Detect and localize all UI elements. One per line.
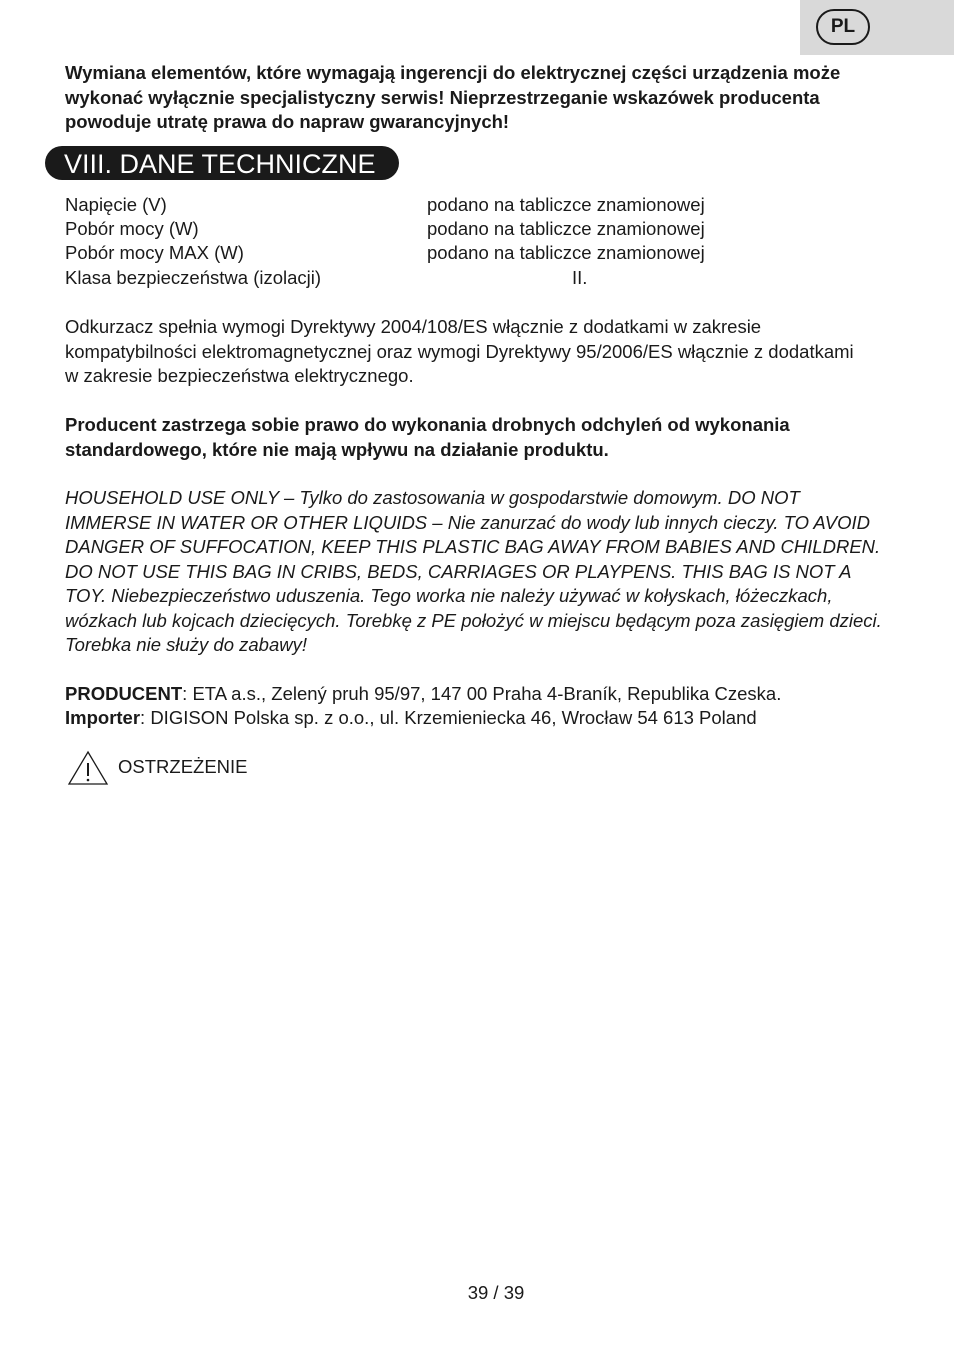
section-title: VIII. DANE TECHNICZNE <box>45 146 399 180</box>
spec-value-voltage: podano na tabliczce znamionowej <box>427 194 705 215</box>
producer-note: Producent zastrzega sobie prawo do wykonania drobnych odchyleń od wykonania standardowego, które nie mają wpływu na działanie produktu. <box>65 414 790 460</box>
importer-label: Importer <box>65 707 141 728</box>
importer-text: : DIGISON Polska sp. z o.o., ul. Krzemieniecka 46, Wrocław 54 613 Poland <box>140 707 757 728</box>
producent-text: : ETA a.s., Zelený pruh 95/97, 147 00 Praha 4-Braník, Republika Czeska. <box>182 683 782 704</box>
spec-label-power: Pobór mocy (W) <box>65 218 199 239</box>
importer-line <box>65 706 895 731</box>
language-tab <box>800 0 954 55</box>
spec-value-power: podano na tabliczce znamionowej <box>427 218 705 239</box>
household-use-paragraph: HOUSEHOLD USE ONLY – Tylko do zastosowania w gospodarstwie domowym. DO NOT IMMERSE IN WATER OR OTHER LIQUIDS – Nie zanurzać do wody lub innych cieczy. TO AVOID DANGER OF SUFFOCATION, KEEP THIS PLASTIC BAG AWAY FROM BABIES AND CHILDREN. DO NOT USE THIS BAG IN CRIBS, BEDS, CARRIAGES OR PLAYPENS. THIS BAG IS NOT A TOY. Niebezpieczeństwo uduszenia. Tego worka nie należy używać w kołyskach, łóżeczkach, wózkach lub kojcach dziecięcych. Torebkę z PE położyć w miejscu będącym poza zasięgiem dzieci. Torebka nie służy do zabawy! <box>65 487 882 655</box>
spec-label-safety-class: Klasa bezpieczeństwa (izolacji) <box>65 267 322 288</box>
spec-label-power-max: Pobór mocy MAX (W) <box>65 242 244 263</box>
producent-label: PRODUCENT <box>65 683 183 704</box>
spec-value-power-max: podano na tabliczce znamionowej <box>427 242 705 263</box>
producent-line <box>65 682 895 707</box>
spec-value-safety-class: II. <box>572 267 588 288</box>
warning-label: OSTRZEŻENIE <box>118 756 248 777</box>
warning-triangle-icon <box>67 750 109 786</box>
page-number: 39 / 39 <box>467 1282 525 1303</box>
directive-paragraph: Odkurzacz spełnia wymogi Dyrektywy 2004/108/ES włącznie z dodatkami w zakresie kompatybilności elektromagnetycznej oraz wymogi Dyrektywy 95/2006/ES włącznie z dodatkami w zakresie bezpieczeństwa elektrycznego. <box>65 316 854 386</box>
service-warning-text: Wymiana elementów, które wymagają ingerencji do elektrycznej części urządzenia może wykonać wyłącznie specjalistyczny serwis! Nieprzestrzeganie wskazówek producenta powoduje utratę prawa do napraw gwarancyjnych! <box>65 62 841 132</box>
language-badge: PL <box>816 9 870 45</box>
spec-label-voltage: Napięcie (V) <box>65 194 167 215</box>
